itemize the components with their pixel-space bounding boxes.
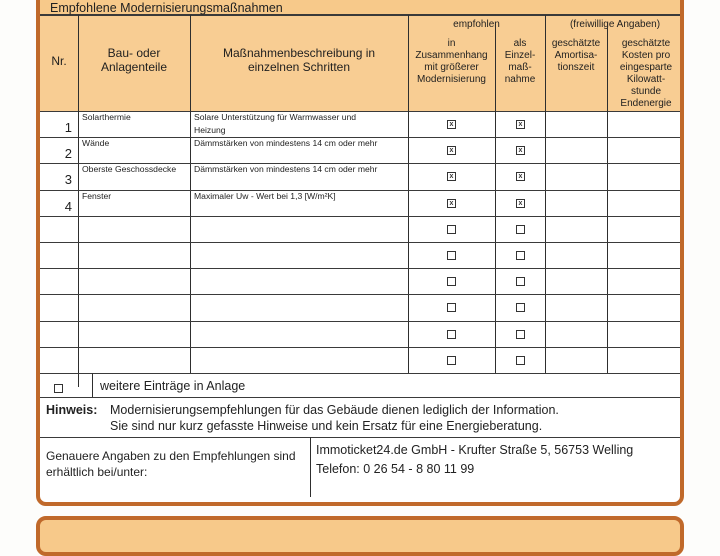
header-line: Modernisierung — [417, 74, 486, 85]
hinweis-line-1: Modernisierungsempfehlungen für das Gebäude dienen lediglich der Information. — [110, 403, 559, 417]
header-line: geschätzte — [551, 38, 601, 49]
header-bauteil — [78, 46, 190, 74]
header-empfohlen: empfohlen — [453, 19, 500, 30]
row-beschreibung-line: Heizung — [194, 125, 226, 135]
kontakt-label-2: erhältlich bei/unter: — [46, 465, 148, 479]
header-bauteil-line: Bau- oder — [107, 46, 161, 60]
checkbox-einzel[interactable] — [516, 225, 525, 234]
row-beschreibung[interactable] — [194, 111, 356, 137]
grid-line — [40, 294, 680, 295]
row-beschreibung-line: Dämmstärken von mindestens 14 cm oder mehr — [194, 138, 378, 149]
hinweis-line-2: Sie sind nur kurz gefasste Hinweise und kein Ersatz für eine Energieberatung. — [110, 419, 543, 433]
header-line: Amortisa- — [554, 50, 598, 61]
header-line: tionszeit — [557, 62, 595, 73]
grid-line — [40, 347, 680, 348]
header-line: Kosten pro — [621, 50, 671, 61]
header-line: Endenergie — [620, 98, 672, 109]
checkbox-einzel[interactable] — [516, 356, 525, 365]
header-line: als — [513, 38, 527, 49]
checkbox-einzel[interactable] — [516, 303, 525, 312]
grid-line — [190, 15, 191, 373]
checkbox-einzel[interactable]: x — [516, 120, 525, 129]
grid-line — [78, 15, 79, 387]
checkbox-zusammenhang[interactable] — [447, 356, 456, 365]
grid-line — [40, 268, 680, 269]
checkbox-zusammenhang[interactable]: x — [447, 199, 456, 208]
hinweis-label: Hinweis: — [46, 403, 98, 417]
checkbox-zusammenhang[interactable]: x — [447, 172, 456, 181]
header-line: Kilowatt- — [626, 74, 666, 85]
grid-line — [408, 15, 409, 373]
row-bauteil[interactable]: Solarthermie — [82, 112, 131, 122]
header-einzel — [495, 38, 545, 86]
grid-line — [545, 15, 546, 373]
header-line: Zusammenhang — [415, 50, 488, 61]
header-freiwillig: (freiwillige Angaben) — [569, 19, 661, 30]
checkbox-einzel[interactable] — [516, 277, 525, 286]
grid-line — [40, 242, 680, 243]
header-bauteil-line: Anlagenteile — [100, 60, 168, 74]
grid-line — [40, 437, 680, 438]
row-beschreibung[interactable] — [194, 163, 377, 176]
checkbox-zusammenhang[interactable]: x — [447, 120, 456, 129]
header-line: geschätzte — [621, 38, 671, 49]
row-bauteil[interactable]: Fenster — [82, 190, 112, 201]
header-beschreibung — [190, 46, 408, 74]
next-section-header — [36, 516, 684, 556]
weitere-label: weitere Einträge in Anlage — [100, 379, 246, 393]
row-number: 1 — [64, 120, 72, 135]
header-line: in — [447, 38, 456, 49]
header-line: nahme — [504, 74, 536, 85]
grid-line — [40, 373, 680, 374]
section-title: Empfohlene Modernisierungsmaßnahmen — [40, 0, 680, 15]
header-kosten — [607, 38, 684, 110]
grid-line — [40, 321, 680, 322]
row-beschreibung-line: Solare Unterstützung für Warmwasser und — [194, 112, 357, 122]
header-line: stunde — [630, 86, 662, 97]
row-number: 2 — [64, 146, 72, 162]
kontakt-company: Immoticket24.de GmbH - Krufter Straße 5, 56753 Welling — [316, 443, 634, 457]
header-beschreibung-line: Maßnahmenbeschreibung in — [222, 46, 376, 60]
row-beschreibung[interactable] — [194, 190, 336, 203]
header-line: maß- — [508, 62, 532, 73]
weitere-checkbox[interactable] — [54, 384, 63, 393]
checkbox-zusammenhang[interactable] — [447, 225, 456, 234]
row-beschreibung-line: Dämmstärken von mindestens 14 cm oder mehr — [194, 164, 378, 175]
kontakt-phone: Telefon: 0 26 54 - 8 80 11 99 — [316, 462, 475, 476]
checkbox-einzel[interactable]: x — [516, 172, 525, 181]
header-line: eingesparte — [619, 62, 673, 73]
checkbox-einzel[interactable] — [516, 330, 525, 339]
checkbox-einzel[interactable]: x — [516, 199, 525, 208]
kontakt-label-1: Genauere Angaben zu den Empfehlungen sind — [46, 449, 296, 463]
row-beschreibung-line: Maximaler Uw - Wert bei 1,3 [W/m²K] — [194, 190, 336, 201]
row-bauteil[interactable]: Oberste Geschossdecke — [82, 164, 177, 175]
checkbox-zusammenhang[interactable]: x — [447, 146, 456, 155]
grid-line — [40, 15, 680, 16]
grid-line — [92, 373, 93, 397]
row-bauteil[interactable]: Wände — [82, 138, 110, 149]
grid-line — [40, 216, 680, 217]
header-amortisation — [545, 38, 607, 74]
checkbox-zusammenhang[interactable] — [447, 330, 456, 339]
row-number: 3 — [64, 172, 72, 188]
checkbox-zusammenhang[interactable] — [447, 303, 456, 312]
checkbox-einzel[interactable] — [516, 251, 525, 260]
grid-line — [40, 111, 680, 112]
modernization-section — [36, 0, 684, 506]
checkbox-einzel[interactable]: x — [516, 146, 525, 155]
header-line: mit größerer — [424, 62, 479, 73]
row-beschreibung[interactable] — [194, 137, 377, 150]
grid-line — [40, 190, 680, 191]
checkbox-zusammenhang[interactable] — [447, 251, 456, 260]
grid-line — [40, 397, 680, 398]
header-nr: Nr. — [51, 54, 67, 68]
header-line: Einzel- — [504, 50, 536, 61]
header-beschreibung-line: einzelnen Schritten — [247, 60, 351, 74]
header-zusammenhang — [408, 38, 495, 86]
row-number: 4 — [64, 198, 72, 214]
checkbox-zusammenhang[interactable] — [447, 277, 456, 286]
grid-line — [310, 437, 311, 497]
